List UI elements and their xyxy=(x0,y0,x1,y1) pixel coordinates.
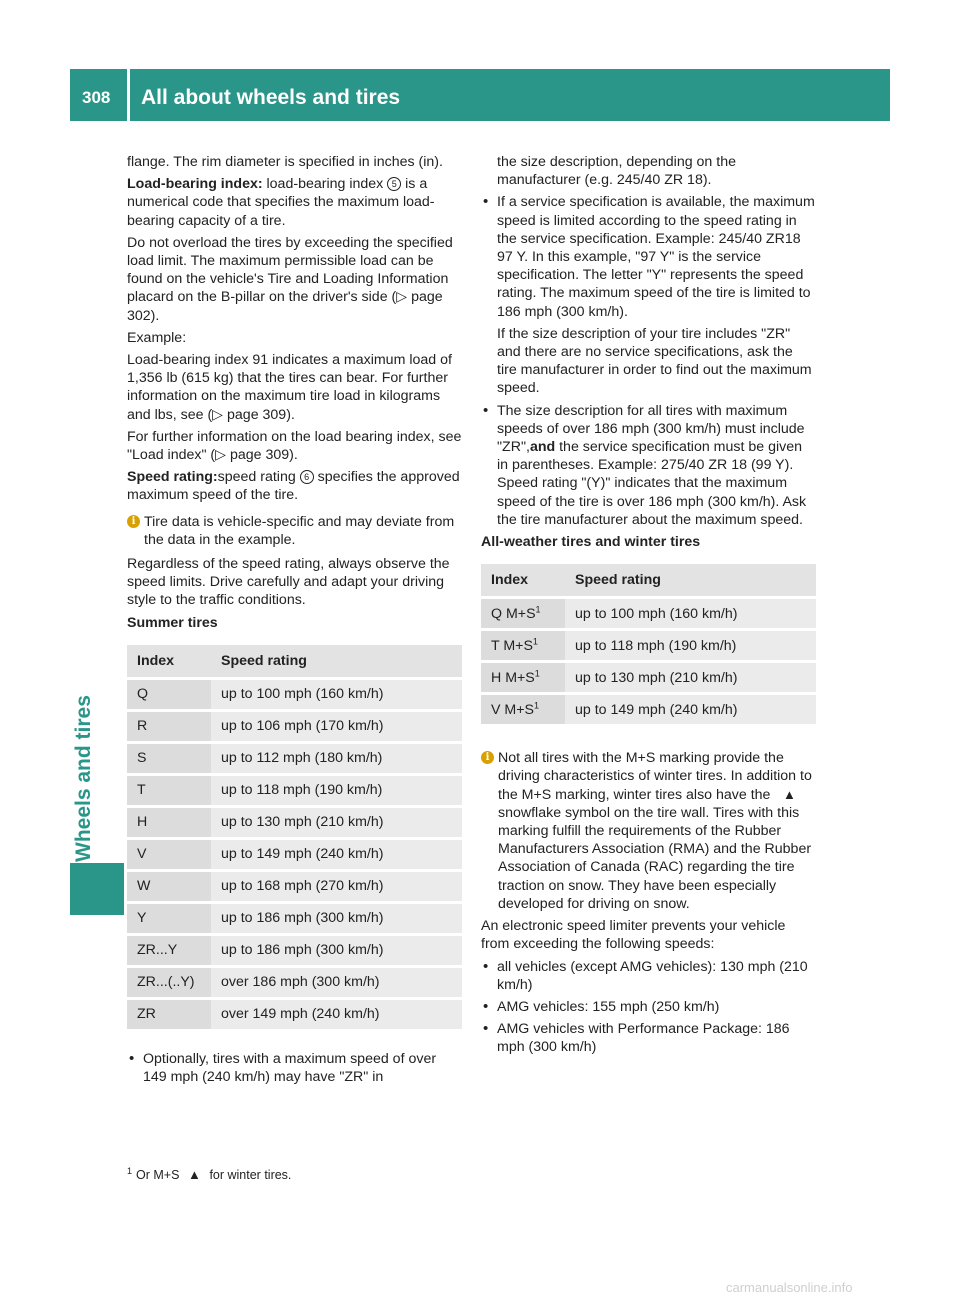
table-row: T up to 118 mph (190 km/h) xyxy=(127,776,462,805)
winter-tires-table xyxy=(481,561,816,727)
table-row: V $M+S^1$ up to 149 mph (240 km/h) xyxy=(481,695,816,724)
paragraph-regardless: Regardless of the speed rating, always observe the speed limits. Drive carefully and adapt your driving style to the traffic conditions. xyxy=(127,556,450,609)
table-header-speed: Speed rating xyxy=(211,645,462,677)
table-row: ZR...Y up to 186 mph (300 km/h) xyxy=(127,936,462,965)
table-row: ZR...(..Y) over 186 mph (300 km/h) xyxy=(127,968,462,997)
info-note-tire-data: i Tire data is vehicle-specific and may deviate from the data in the example. xyxy=(127,513,462,549)
callout-6-icon: 6 xyxy=(300,470,314,484)
table-row: S up to 112 mph (180 km/h) xyxy=(127,744,462,773)
left-column xyxy=(127,153,462,1090)
footnote: $^1$ Or M+S ▲ for winter tires. xyxy=(127,1166,292,1182)
paragraph-example-label: Example: xyxy=(127,329,187,346)
paragraph-example: Load-bearing index 91 indicates a maximum load of 1,356 lb (615 kg) that the tires can bear. For further information on the maximum tire load in kilograms and lbs, see (▷ page 309). xyxy=(127,352,452,423)
info-icon: i xyxy=(127,515,140,528)
summer-tires-table xyxy=(127,642,462,1032)
heading-summer-tires: Summer tires xyxy=(127,614,218,631)
paragraph-further-info: For further information on the load bearing index, see "Load index" (▷ page 309). xyxy=(127,428,462,464)
table-row: H up to 130 mph (210 km/h) xyxy=(127,808,462,837)
paragraph-speed-rating: Speed rating:speed rating 6 specifies the approved maximum speed of the tire. xyxy=(127,469,460,504)
table-row: W up to 168 mph (270 km/h) xyxy=(127,872,462,901)
bullet-optional-zr: • Optionally, tires with a maximum speed of over 149 mph (240 km/h) may have "ZR" in xyxy=(127,1050,462,1086)
table-header-index: Index xyxy=(127,645,211,677)
table-header-speed: Speed rating xyxy=(565,564,816,596)
table-row: Q up to 100 mph (160 km/h) xyxy=(127,680,462,709)
side-section-label: Wheels and tires xyxy=(72,695,95,862)
table-row: T $M+S^1$ up to 118 mph (190 km/h) xyxy=(481,631,816,660)
list-item: • AMG vehicles: 155 mph (250 km/h) xyxy=(481,998,816,1016)
table-header-index: Index xyxy=(481,564,565,596)
heading-all-weather: All-weather tires and winter tires xyxy=(481,534,701,551)
paragraph-flange: flange. The rim diameter is specified in inches (in). xyxy=(127,154,443,170)
snowflake-mountain-icon: ▲ xyxy=(782,786,796,802)
right-column xyxy=(481,153,816,1061)
page-title: All about wheels and tires xyxy=(141,86,401,109)
list-item: • all vehicles (except AMG vehicles): 130 mph (210 km/h) xyxy=(481,958,816,994)
table-row: ZR over 149 mph (240 km/h) xyxy=(127,1000,462,1029)
info-note-winter-tires: i Not all tires with the M+S marking provide the driving characteristics of winter tires. In addition to the M+S marking, winter tires also have the ▲ snowflake symbol on the tire wall. Tires with this marking fulfill the requirements of the Rubber Manufacturers Association (RMA) and the Rubber Association of Canada (RAC) regarding the tire traction on snow. They have been especially developed for driving on snow. xyxy=(481,749,816,913)
callout-5-icon: 5 xyxy=(387,177,401,191)
table-row: R up to 106 mph (170 km/h) xyxy=(127,712,462,741)
table-row: H $M+S^1$ up to 130 mph (210 km/h) xyxy=(481,663,816,692)
table-row: Q $M+S^1$ up to 100 mph (160 km/h) xyxy=(481,599,816,628)
paragraph-overload: Do not overload the tires by exceeding the specified load limit. The maximum permissible load can be found on the vehicle's Tire and Loading Information placard on the B-pillar on the driver's side (▷ page 302). xyxy=(127,234,453,324)
info-icon: i xyxy=(481,751,494,764)
paragraph-speed-limiter: An electronic speed limiter prevents your vehicle from exceeding the following speeds: xyxy=(481,918,786,953)
table-row: V up to 149 mph (240 km/h) xyxy=(127,840,462,869)
bullet-service-spec: • If a service specification is available, the maximum speed is limited according to the speed rating in the service specification. Example: 245/40 ZR18 97 Y. In this example, "97 Y" is the service specification. The letter "Y" represents the speed rating. The maximum speed of the tire is limited to 186 mph (300 km/h). xyxy=(481,193,816,320)
paragraph-zr-no-spec: If the size description of your tire includes "ZR" and there are no service specifications, ask the tire manufacturer in order to find out the maximum speed. xyxy=(497,325,812,397)
paragraph-continued: the size description, depending on the manufacturer (e.g. 245/40 ZR 18). xyxy=(497,154,736,189)
table-row: Y up to 186 mph (300 km/h) xyxy=(127,904,462,933)
watermark: carmanualsonline.info xyxy=(726,1280,853,1295)
snowflake-mountain-icon: ▲ xyxy=(188,1167,201,1182)
page-number: 308 xyxy=(82,88,111,107)
paragraph-load-index: Load-bearing index: load-bearing index 5 is a numerical code that specifies the maximum load-bearing capacity of a tire. xyxy=(127,176,435,229)
bullet-size-description: • The size description for all tires with maximum speeds of over 186 mph (300 km/h) must include "ZR",and the service specification must be given in parentheses. Example: 275/40 ZR 18 (99 Y). Speed rating "(Y)" indicates that the maximum speed of the tire is over 186 mph (300 km/h). Ask the tire manufacturer about the maximum speed. xyxy=(481,402,816,529)
list-item: • AMG vehicles with Performance Package: 186 mph (300 km/h) xyxy=(481,1020,816,1056)
header-divider xyxy=(127,69,130,121)
